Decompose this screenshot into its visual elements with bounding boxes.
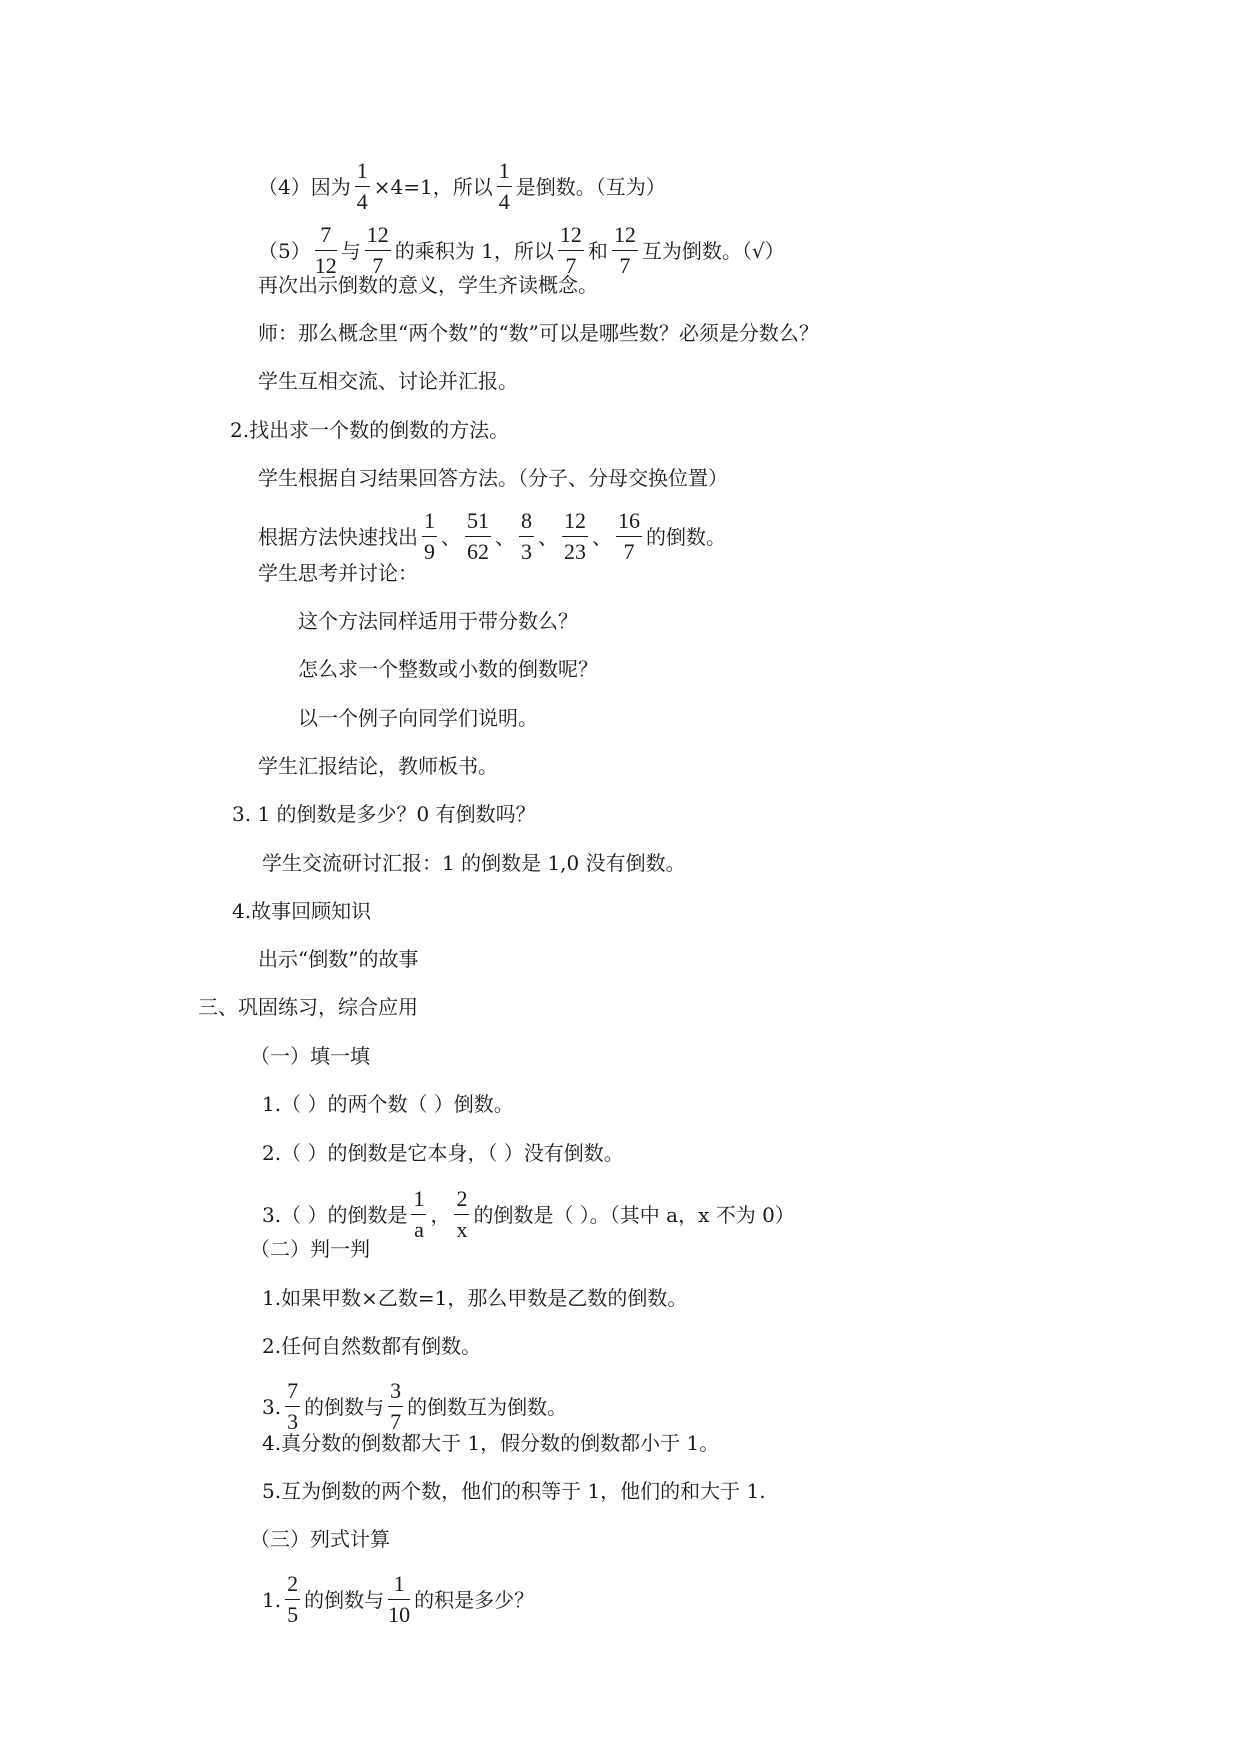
fraction-numerator: 2	[285, 1571, 300, 1600]
fraction-numerator: 8	[519, 508, 534, 537]
fraction-numerator: 1	[411, 1186, 426, 1215]
text-line	[262, 1089, 514, 1117]
text-line	[232, 799, 536, 827]
fraction-numerator: 12	[562, 508, 588, 537]
fraction-denominator: 3	[521, 539, 532, 564]
text-line	[230, 415, 509, 443]
text-line	[258, 508, 726, 565]
fraction	[285, 1378, 300, 1435]
text-run: 、	[592, 524, 612, 549]
fraction	[285, 1571, 300, 1628]
text-run: 师：那么概念里“两个数”的“数”可以是哪些数？必须是分数么？	[258, 320, 819, 345]
fraction-numerator: 3	[388, 1378, 403, 1407]
text-run: 1.（ ）的两个数（ ）倒数。	[262, 1091, 514, 1116]
text-line	[262, 1571, 534, 1628]
fraction-numerator: 2	[454, 1186, 469, 1215]
text-run: 2.找出求一个数的倒数的方法。	[230, 417, 510, 442]
text-run: 和	[587, 238, 608, 263]
fraction-numerator: 16	[616, 508, 642, 537]
text-run: 2.（ ）的倒数是它本身，（ ）没有倒数。	[262, 1140, 624, 1165]
text-run: 、	[441, 524, 461, 549]
fraction	[519, 508, 534, 565]
text-run: ，	[430, 1202, 451, 1227]
fraction-numerator: 12	[612, 222, 638, 251]
text-line	[258, 158, 666, 215]
fraction-denominator: 3	[287, 1409, 299, 1434]
text-run: 2.任何自然数都有倒数。	[262, 1333, 482, 1358]
fraction-denominator: 5	[287, 1602, 299, 1627]
text-line	[262, 1476, 766, 1504]
text-run: 的倒数是（ ）。（其中 a，x 不为 0）	[473, 1202, 795, 1227]
text-run: 4.故事回顾知识	[232, 898, 372, 923]
text-run: 5.互为倒数的两个数，他们的积等于 1，他们的和大于 1.	[262, 1478, 766, 1503]
text-run: 是倒数。（互为）	[515, 174, 666, 199]
text-line	[258, 558, 418, 586]
text-run: （4）因为	[258, 174, 351, 199]
fraction-denominator: 4	[356, 189, 368, 214]
text-line	[298, 606, 578, 634]
text-line	[232, 896, 371, 924]
fraction-denominator: 7	[390, 1409, 402, 1434]
text-run: 3. 1 的倒数是多少？0 有倒数吗？	[232, 801, 536, 826]
text-line	[258, 366, 518, 394]
fraction	[454, 1186, 469, 1243]
text-run: 的积是多少？	[414, 1587, 535, 1612]
text-run: 再次出示倒数的意义，学生齐读概念。	[258, 272, 598, 297]
text-line	[258, 751, 498, 779]
text-run: 3.（ ）的倒数是	[262, 1202, 408, 1227]
text-run: 、	[495, 524, 515, 549]
text-run: 怎么求一个整数或小数的倒数呢？	[298, 656, 598, 681]
fraction	[612, 222, 638, 279]
fraction	[465, 508, 491, 565]
text-line	[262, 1283, 687, 1311]
text-line	[258, 944, 418, 972]
fraction-denominator: 12	[314, 253, 337, 278]
text-run: （一）填一填	[250, 1043, 370, 1068]
text-run: 学生互相交流、讨论并汇报。	[258, 368, 518, 393]
text-line	[198, 992, 418, 1020]
text-run: （5）	[258, 238, 311, 263]
fraction-numerator: 7	[315, 222, 337, 251]
text-run: （二）判一判	[250, 1236, 370, 1261]
fraction-numerator: 12	[558, 222, 584, 251]
fraction	[616, 508, 642, 565]
text-line	[250, 1524, 390, 1552]
text-run: 4.真分数的倒数都大于 1，假分数的倒数都小于 1。	[262, 1430, 720, 1455]
text-line	[262, 1138, 624, 1166]
text-run: 学生交流研讨汇报：1 的倒数是 1,0 没有倒数。	[262, 850, 686, 875]
text-run: 、	[538, 524, 558, 549]
text-line	[250, 1234, 370, 1262]
text-run: 的乘积为 1，所以	[394, 238, 554, 263]
text-line	[298, 654, 598, 682]
text-line	[298, 703, 538, 731]
text-run: （三）列式计算	[250, 1526, 390, 1551]
text-run: 的倒数互为倒数。	[407, 1394, 568, 1419]
fraction	[562, 508, 588, 565]
fraction	[388, 1571, 410, 1628]
fraction-denominator: 4	[498, 189, 510, 214]
fraction-denominator: 7	[372, 253, 384, 278]
text-run: 与	[340, 238, 361, 263]
fraction	[355, 158, 370, 215]
fraction-numerator: 7	[285, 1378, 300, 1407]
fraction-numerator: 51	[465, 508, 491, 537]
text-line	[262, 1331, 481, 1359]
text-run: 出示“倒数”的故事	[258, 946, 419, 971]
text-line	[262, 1378, 567, 1435]
fraction-denominator: 7	[565, 253, 577, 278]
text-line	[258, 463, 728, 491]
fraction-numerator: 1	[497, 158, 512, 187]
fraction-numerator: 12	[365, 222, 391, 251]
text-line	[250, 1041, 370, 1069]
fraction-denominator: a	[414, 1217, 424, 1242]
text-run: 学生汇报结论，教师板书。	[258, 753, 498, 778]
fraction-numerator: 1	[422, 508, 437, 537]
text-run: 的倒数与	[304, 1394, 385, 1419]
fraction-numerator: 1	[355, 158, 370, 187]
text-run: 1.如果甲数×乙数=1，那么甲数是乙数的倒数。	[262, 1285, 688, 1310]
text-run: 3.	[262, 1394, 282, 1419]
text-line	[262, 848, 686, 876]
fraction-denominator: 10	[388, 1602, 411, 1627]
text-line	[262, 1428, 719, 1456]
text-run: 互为倒数。（√）	[641, 238, 785, 263]
fraction-denominator: 23	[564, 539, 586, 564]
text-run: 的倒数。	[646, 524, 726, 549]
fraction	[422, 508, 437, 565]
fraction-denominator: 9	[424, 539, 435, 564]
text-run: 1.	[262, 1587, 282, 1612]
text-run: 学生根据自习结果回答方法。（分子、分母交换位置）	[258, 465, 728, 490]
text-line	[258, 270, 598, 298]
fraction-denominator: x	[456, 1217, 468, 1242]
text-run: 的倒数与	[304, 1587, 385, 1612]
fraction	[497, 158, 512, 215]
fraction-denominator: 62	[467, 539, 489, 564]
text-run: 根据方法快速找出	[258, 524, 418, 549]
fraction-denominator: 7	[619, 253, 631, 278]
fraction-numerator: 1	[388, 1571, 410, 1600]
text-line	[258, 318, 819, 346]
text-run: ×4=1，所以	[373, 174, 493, 199]
text-run: 这个方法同样适用于带分数么？	[298, 608, 578, 633]
text-run: 三、巩固练习，综合应用	[198, 994, 418, 1019]
fraction	[388, 1378, 403, 1435]
fraction	[411, 1186, 426, 1243]
text-run: 学生思考并讨论：	[258, 560, 418, 585]
fraction-denominator: 7	[623, 539, 635, 564]
text-run: 以一个例子向同学们说明。	[298, 705, 538, 730]
